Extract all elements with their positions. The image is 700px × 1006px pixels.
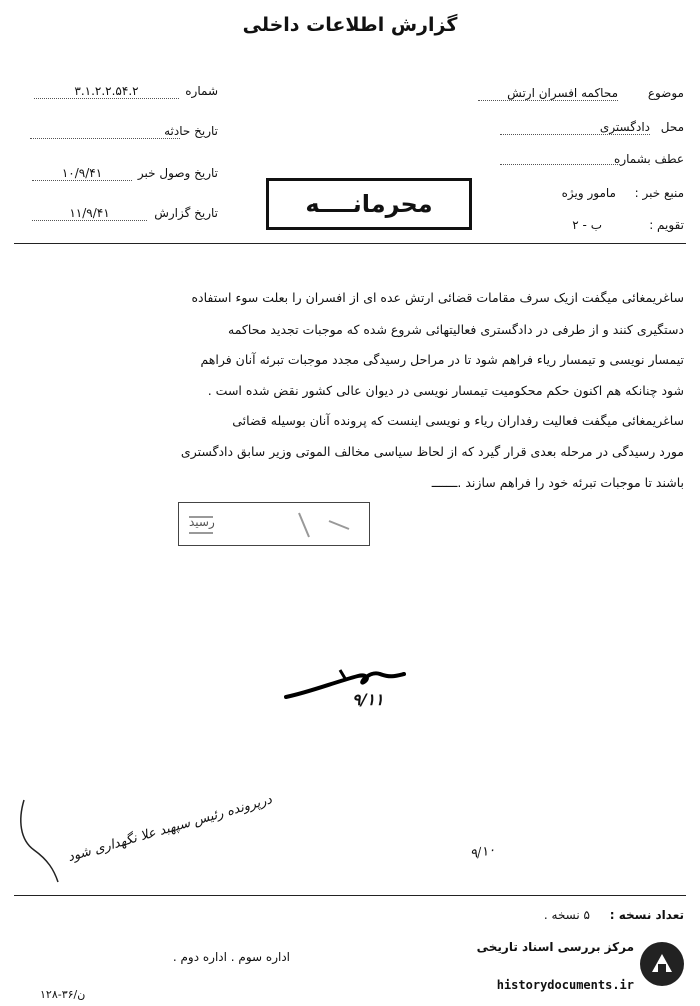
handwritten-note: درپرونده رئیس سپهبد علا نگهداری شود	[66, 792, 274, 866]
incident-date-line	[30, 138, 180, 139]
received-date-value: ۱۰/۹/۴۱	[32, 166, 132, 181]
center-logo-icon	[640, 942, 684, 986]
source-value: مامور ویژه	[561, 186, 616, 200]
body-line: مورد رسیدگی در مرحله بعدی قرار گیرد که از لحاظ سیاسی مخالف الموتی وزیر سابق دادگستری	[180, 444, 684, 459]
copies-label: تعداد نسخه :	[609, 908, 684, 922]
evaluation-label: تقویم :	[649, 218, 684, 232]
subject-label: موضوع	[647, 86, 684, 100]
body-line: دستگیری کنند و از طرفی در دادگستری فعالیتهائی شروع شده که موجبات تجدید محاکمه	[228, 322, 684, 337]
handwritten-mark: ۹/۱۰	[468, 842, 497, 863]
reference-line	[500, 164, 620, 165]
report-date-value: ۱۱/۹/۴۱	[32, 206, 147, 221]
evaluation-value: ب - ۲	[572, 218, 602, 232]
form-number: ن/۳۶-۱۲۸	[40, 988, 86, 1001]
logo-mark	[640, 942, 684, 986]
body-line: شود چنانکه هم اکنون حکم محکومیت تیمسار نویسی در دیوان عالی کشور نقض شده است .	[207, 383, 684, 398]
confidential-stamp: محرمانــــه	[266, 178, 472, 230]
place-value: دادگستری	[500, 120, 650, 135]
watermark-url: historydocuments.ir	[496, 978, 634, 992]
place-label: محل	[660, 120, 684, 134]
number-label: شماره	[185, 84, 218, 98]
document-title: گزارش اطلاعات داخلی	[242, 14, 458, 36]
received-stamp	[178, 502, 370, 546]
incident-date-label: تاریخ حادثه	[164, 124, 218, 138]
distribution-text: اداره سوم . اداره دوم .	[172, 950, 290, 964]
subject-value: محاکمه افسران ارتش	[478, 86, 618, 101]
watermark-text: مرکز بررسی اسناد تاریخی	[476, 940, 634, 954]
body-line: باشند تا موجبات تبرئه خود را فراهم سازند .ـــــــ	[431, 475, 684, 490]
signature-date: ۹/۱۱	[352, 690, 384, 709]
signature-scribble	[280, 652, 410, 722]
body-line: ساغریمغائی میگفت فعالیت رفداران ریاء و نویسی اینست که پرونده آنان بوسیله قضائی	[232, 413, 684, 428]
header-divider	[14, 243, 686, 244]
copies-value: ۵ نسخه .	[543, 908, 590, 922]
footer-divider	[14, 895, 686, 896]
stamp-marks	[179, 503, 369, 545]
reference-label: عطف بشماره	[614, 152, 684, 166]
received-date-label: تاریخ وصول خبر	[137, 166, 218, 180]
body-line: تیمسار نویسی و تیمسار ریاء فراهم شود تا در مراحل رسیدگی مجدد موجبات تبرئه آنان فراهم	[200, 352, 684, 367]
body-line: ساغریمغائی میگفت ازیک سرف مقامات قضائی ارتش عده ای از افسران را بعلت سوء استفاده	[191, 290, 684, 305]
received-stamp-text: رسید	[189, 515, 215, 529]
source-label: منبع خبر :	[634, 186, 684, 200]
note-scribble	[14, 790, 74, 890]
number-value: ۳.۱.۲.۲.۵۴.۲	[34, 84, 179, 99]
report-date-label: تاریخ گزارش	[154, 206, 218, 220]
